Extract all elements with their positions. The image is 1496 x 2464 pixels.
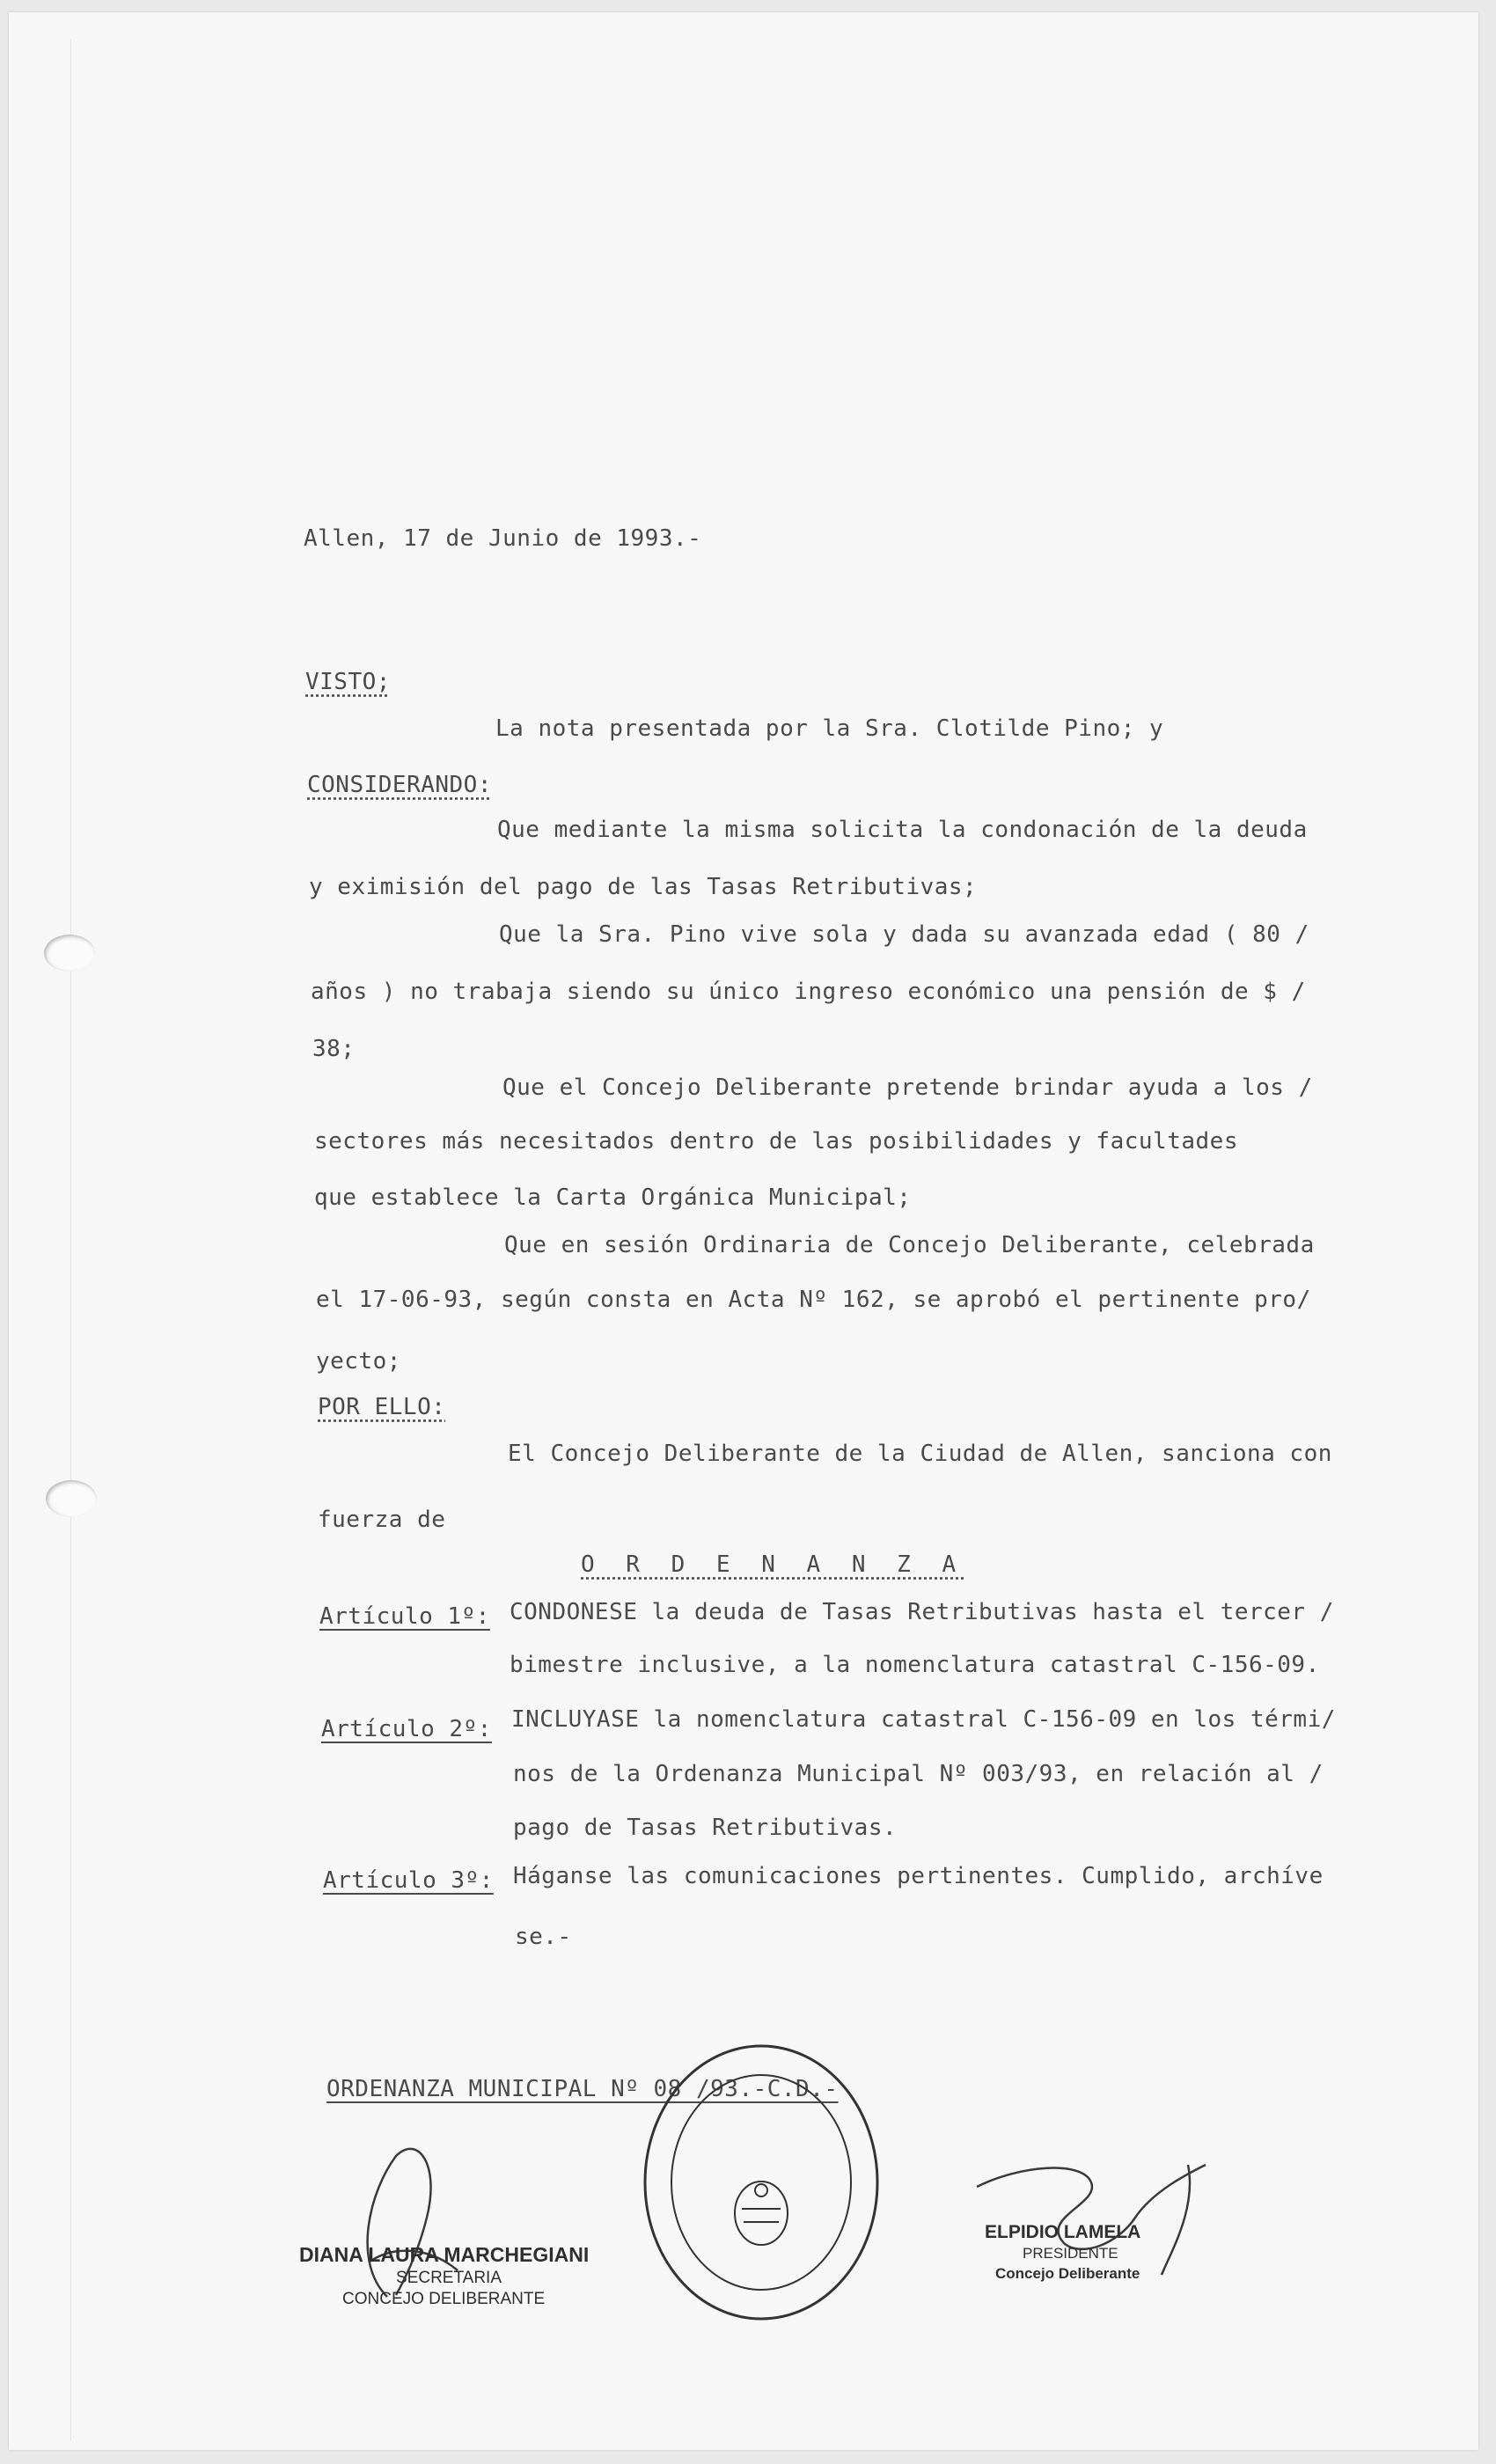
por-ello-heading: POR ELLO:: [318, 1394, 446, 1420]
article-2-line: INCLUYASE la nomenclatura catastral C-156-09 en los térmi/: [511, 1706, 1336, 1733]
considerando-line: y eximisión del pago de las Tasas Retributivas;: [309, 874, 978, 900]
ordinance-number: ORDENANZA MUNICIPAL Nº 08 /93.-C.D.-: [326, 2076, 839, 2102]
considerando-line: Que mediante la misma solicita la condonación de la deuda: [497, 817, 1308, 843]
punch-hole-bottom: [46, 1480, 97, 1517]
considerando-line: Que el Concejo Deliberante pretende brindar ayuda a los /: [502, 1074, 1313, 1101]
article-2-label: Artículo 2º:: [321, 1716, 492, 1742]
left-signatory-name: DIANA LAURA MARCHEGIANI: [299, 2243, 590, 2266]
article-1-label: Artículo 1º:: [319, 1603, 490, 1630]
considerando-line: Que en sesión Ordinaria de Concejo Deliberante, celebrada: [504, 1232, 1315, 1258]
visto-text: La nota presentada por la Sra. Clotilde Pino; y: [495, 715, 1164, 742]
right-signatory-body: Concejo Deliberante: [995, 2265, 1140, 2282]
punch-hole-top: [44, 935, 95, 972]
article-2-line: pago de Tasas Retributivas.: [513, 1815, 898, 1841]
official-seal-stamp: [638, 2037, 884, 2328]
considerando-line: el 17-06-93, según consta en Acta Nº 162, se aprobó el pertinente pro/: [316, 1287, 1311, 1313]
considerando-heading: CONSIDERANDO:: [307, 772, 492, 798]
article-3-line: Háganse las comunicaciones pertinentes. Cumplido, archíve: [513, 1863, 1324, 1889]
considerando-line: yecto;: [316, 1348, 401, 1375]
article-3-line: se.-: [515, 1924, 572, 1950]
article-3-label: Artículo 3º:: [323, 1867, 494, 1894]
left-signatory-role: SECRETARIA: [396, 2269, 502, 2287]
article-2-line: nos de la Ordenanza Municipal Nº 003/93, en relación al /: [513, 1761, 1324, 1787]
considerando-line: que establece la Carta Orgánica Municipal;: [314, 1184, 912, 1211]
ordenanza-title: O R D E N A N Z A: [581, 1551, 965, 1578]
considerando-line: sectores más necesitados dentro de las posibilidades y facultades: [314, 1128, 1238, 1155]
right-signatory-name: ELPIDIO LAMELA: [985, 2222, 1141, 2242]
article-1-line: CONDONESE la deuda de Tasas Retributivas hasta el tercer /: [510, 1599, 1334, 1625]
page-fold-line: [70, 39, 71, 2441]
date-line: Allen, 17 de Junio de 1993.-: [304, 525, 702, 552]
visto-heading: VISTO;: [305, 669, 391, 695]
por-ello-line: fuerza de: [318, 1507, 446, 1533]
considerando-line: Que la Sra. Pino vive sola y dada su avanzada edad ( 80 /: [499, 921, 1309, 948]
considerando-line: 38;: [312, 1036, 356, 1062]
article-1-line: bimestre inclusive, a la nomenclatura catastral C-156-09.: [510, 1652, 1320, 1678]
left-signatory-body: CONCEJO DELIBERANTE: [342, 2290, 546, 2308]
right-signatory-role: PRESIDENTE: [1023, 2245, 1118, 2262]
por-ello-line: El Concejo Deliberante de la Ciudad de Allen, sanciona con: [508, 1441, 1332, 1467]
considerando-line: años ) no trabaja siendo su único ingreso económico una pensión de $ /: [311, 979, 1306, 1005]
